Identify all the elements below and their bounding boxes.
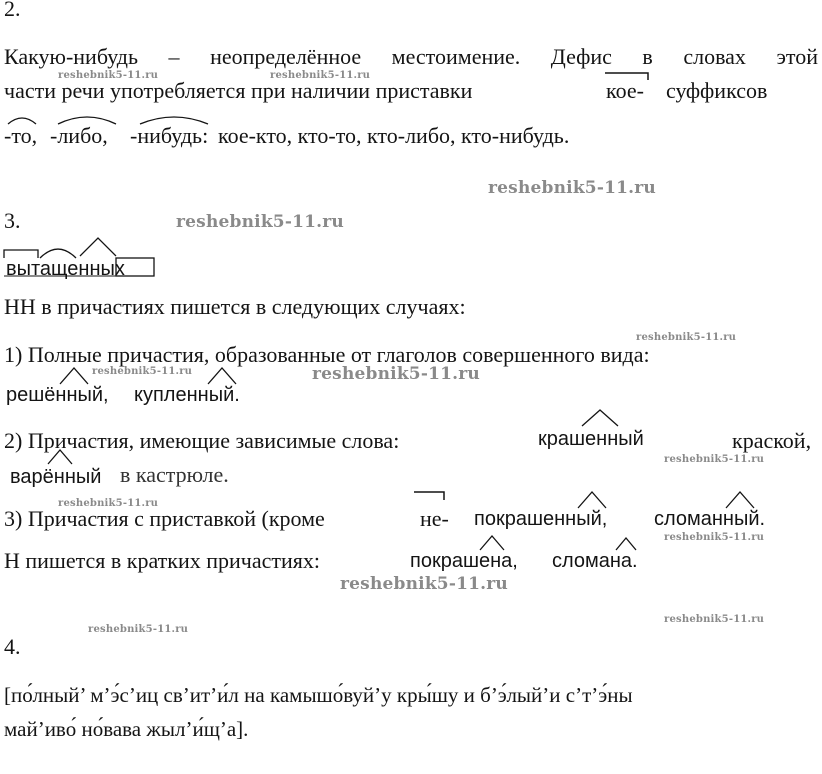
rule-2: 2) Причастия, имеющие зависимые слова:: [4, 428, 400, 453]
rule-2-example-2-tail: в кастрюле.: [120, 462, 229, 487]
parsed-word: вытащенных: [6, 258, 125, 280]
watermark: reshebnik5-11.ru: [340, 574, 508, 594]
short-form-rule: Н пишется в кратких причастиях:: [4, 548, 321, 573]
word-parse-marks: [2, 236, 162, 280]
rule-3-prefix: не-: [420, 506, 449, 531]
rule-3-example-2: сломанный.: [654, 508, 766, 530]
rule-1: 1) Полные причастия, образованные от глаголов совершенного вида:: [4, 342, 650, 367]
suffix-libo: -либо,: [50, 123, 108, 148]
section-4-number: 4.: [4, 634, 21, 659]
watermark: reshebnik5-11.ru: [176, 212, 344, 232]
short-form-example-1: покрашена,: [410, 550, 518, 572]
section-2-line-1: Какую-нибудь – неопределённое местоимение. Дефис в словах этой: [4, 44, 818, 69]
watermark: reshebnik5-11.ru: [270, 70, 371, 81]
rule-3: 3) Причастия с приставкой (кроме: [4, 506, 325, 531]
section-2-examples: кое-кто, кто-то, кто-либо, кто-нибудь.: [218, 123, 570, 148]
transcription-line-1: [по́лный’ м’э́с’иц св’ит’и́л на камышо́вуй’у кры́шу и б’э́лый’и с’т’э́ны: [4, 683, 633, 707]
section-2-line-2-text: части речи употребляется при наличии приставки: [4, 78, 473, 103]
watermark: reshebnik5-11.ru: [58, 498, 159, 509]
prefix-koe: кое-: [606, 78, 644, 103]
section-3-number: 3.: [4, 208, 21, 233]
watermark: reshebnik5-11.ru: [488, 178, 656, 198]
rule-2-example-2: варённый: [10, 466, 102, 488]
watermark: reshebnik5-11.ru: [92, 366, 193, 377]
rule-1-example-1: решённый,: [6, 384, 109, 406]
rule-3-marks: [412, 488, 792, 514]
watermark: reshebnik5-11.ru: [636, 332, 737, 343]
suffix-nibud: -нибудь:: [130, 123, 209, 148]
watermark: reshebnik5-11.ru: [88, 624, 189, 635]
section-2-line-2-tail: суффиксов: [666, 78, 768, 103]
short-form-example-2: сломана.: [552, 550, 638, 572]
prefix-mark: [604, 72, 654, 82]
short-form-marks: [480, 530, 640, 556]
watermark: reshebnik5-11.ru: [664, 532, 765, 543]
suffix-to: -то,: [4, 123, 38, 148]
section-2-number: 2.: [4, 0, 21, 21]
watermark: reshebnik5-11.ru: [312, 364, 480, 384]
rule-2-example-1: крашенный: [538, 428, 644, 450]
suffix-marks: [0, 110, 240, 130]
rule-intro: НН в причастиях пишется в следующих случаях:: [4, 294, 466, 319]
watermark: reshebnik5-11.ru: [664, 614, 765, 625]
rule-2-suffix-marks: [40, 402, 680, 474]
watermark: reshebnik5-11.ru: [664, 454, 765, 465]
rule-1-example-2: купленный.: [134, 384, 240, 406]
transcription-line-2: май’иво́ но́вава жыл’и́щ’а].: [4, 717, 249, 741]
watermark: reshebnik5-11.ru: [58, 70, 159, 81]
rule-2-example-1-tail: краской,: [732, 428, 812, 453]
rule-3-example-1: покрашенный,: [474, 508, 608, 530]
